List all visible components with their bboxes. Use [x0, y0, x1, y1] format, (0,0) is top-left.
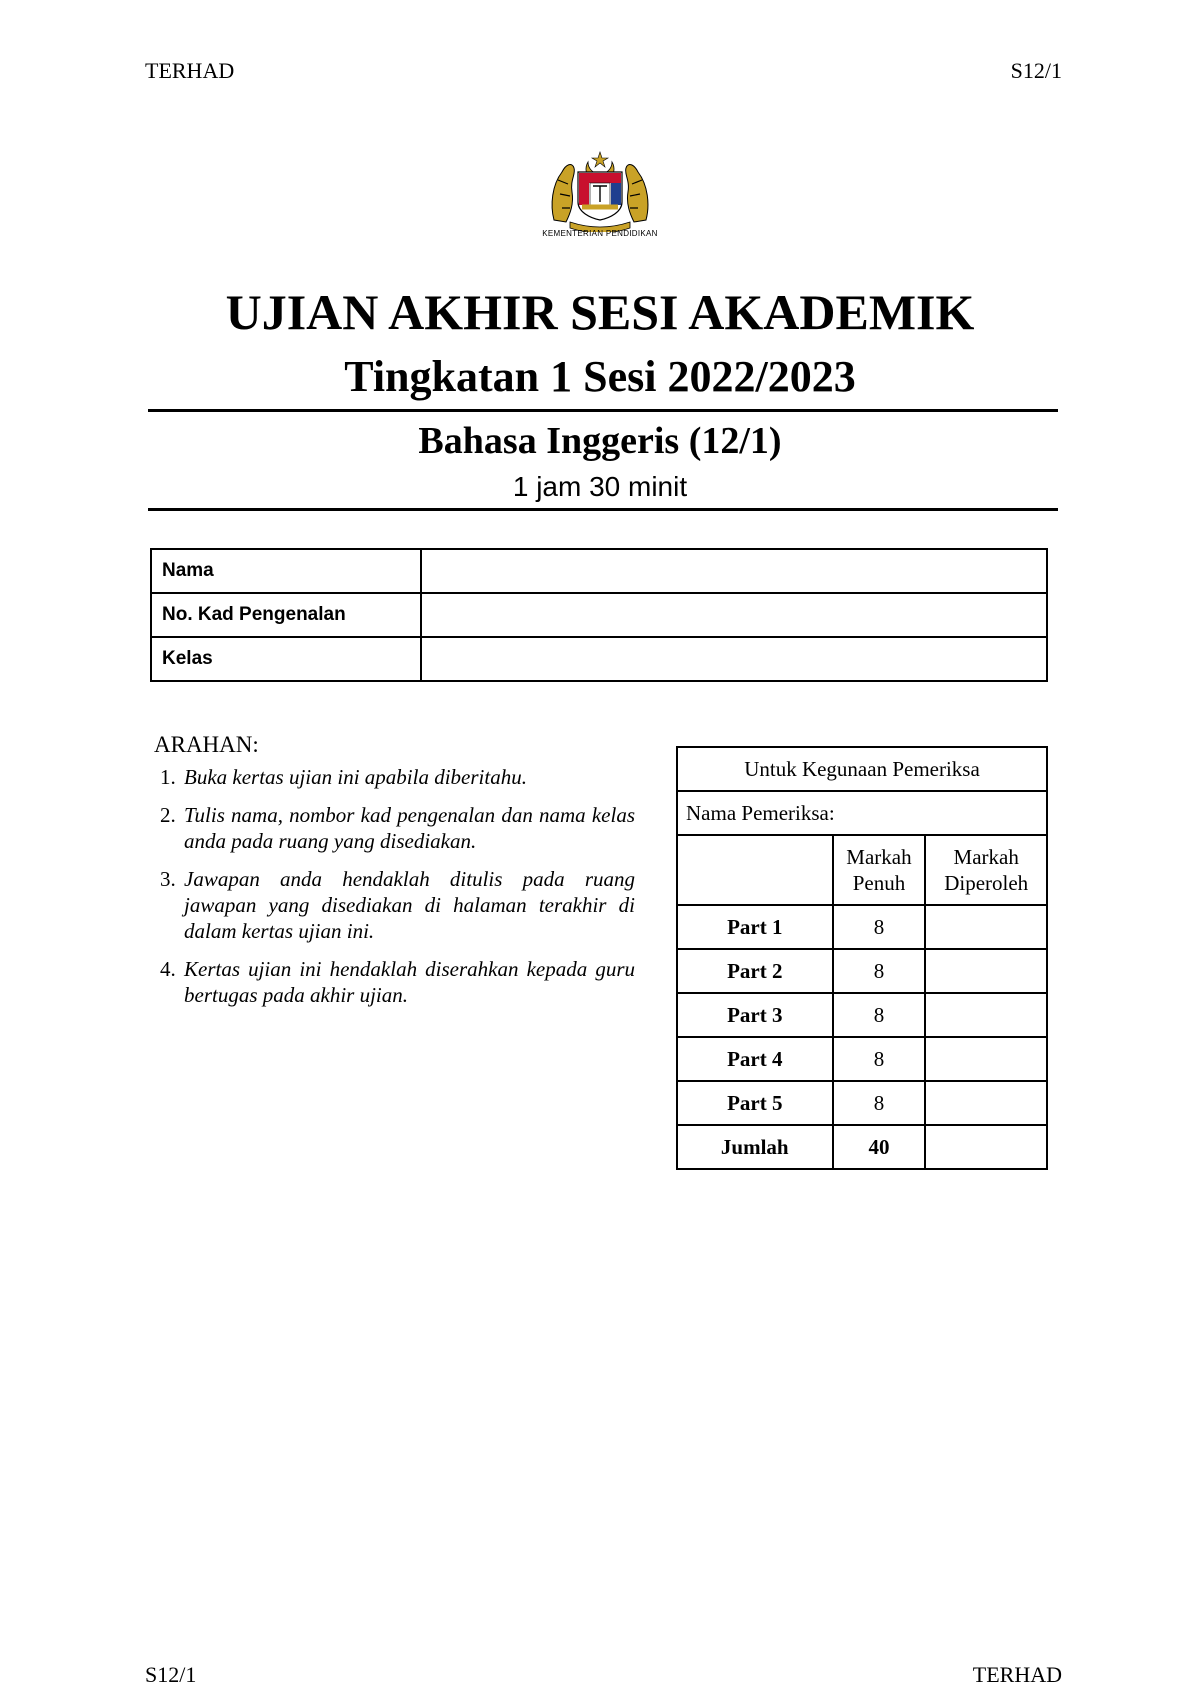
empty-header-cell	[677, 835, 833, 905]
part-label: Part 2	[677, 949, 833, 993]
full-mark: 8	[833, 905, 926, 949]
coat-of-arms-icon	[548, 150, 652, 232]
header-right-code: S12/1	[1010, 58, 1062, 83]
full-mark: 8	[833, 949, 926, 993]
item-text: Jawapan anda hendaklah ditulis pada ruang jawapan yang disediakan di halaman terakhir di dalam kertas ujian ini.	[184, 867, 635, 943]
table-row	[677, 747, 1047, 791]
part-label: Part 4	[677, 1037, 833, 1081]
table-row	[151, 593, 1047, 637]
field-label-nama: Nama	[151, 549, 421, 593]
table-row	[677, 1125, 1047, 1169]
full-mark: 8	[833, 1081, 926, 1125]
divider	[148, 409, 1058, 412]
col-header-line: Markah	[953, 845, 1019, 869]
obtained-mark-field[interactable]	[925, 993, 1047, 1037]
field-label-kelas: Kelas	[151, 637, 421, 681]
full-mark: 8	[833, 1037, 926, 1081]
item-text: Tulis nama, nombor kad pengenalan dan nama kelas anda pada ruang yang disediakan.	[184, 803, 635, 853]
table-row	[677, 835, 1047, 905]
table-row	[677, 905, 1047, 949]
total-full-mark: 40	[833, 1125, 926, 1169]
nama-field[interactable]	[421, 549, 1047, 593]
obtained-mark-field[interactable]	[925, 949, 1047, 993]
col-header-full-marks	[833, 835, 926, 905]
examiner-marks-table	[676, 746, 1048, 1170]
obtained-mark-field[interactable]	[925, 1037, 1047, 1081]
list-item	[160, 764, 635, 790]
table-row	[151, 637, 1047, 681]
table-row	[677, 1081, 1047, 1125]
obtained-mark-field[interactable]	[925, 1081, 1047, 1125]
obtained-mark-field[interactable]	[925, 905, 1047, 949]
list-item	[160, 956, 635, 1008]
divider	[148, 508, 1058, 511]
item-number: 2.	[160, 803, 176, 827]
item-number: 3.	[160, 867, 176, 891]
table-row	[677, 791, 1047, 835]
list-item	[160, 866, 635, 944]
full-mark: 8	[833, 993, 926, 1037]
examiner-table-title: Untuk Kegunaan Pemeriksa	[677, 747, 1047, 791]
table-row	[677, 993, 1047, 1037]
footer-right-label: TERHAD	[972, 1662, 1062, 1687]
instructions-heading: ARAHAN:	[154, 732, 259, 757]
exam-duration: 1 jam 30 minit	[512, 471, 688, 502]
item-number: 4.	[160, 957, 176, 981]
col-header-line: Diperoleh	[944, 871, 1029, 895]
page-subtitle: Tingkatan 1 Sesi 2022/2023	[344, 352, 856, 401]
examiner-name-field[interactable]: Nama Pemeriksa:	[677, 791, 1047, 835]
table-row	[677, 949, 1047, 993]
item-text: Kertas ujian ini hendaklah diserahkan kepada guru bertugas pada akhir ujian.	[184, 957, 635, 1007]
page-title: UJIAN AKHIR SESI AKADEMIK	[225, 284, 975, 340]
subject-title: Bahasa Inggeris (12/1)	[418, 420, 782, 462]
item-number: 1.	[160, 765, 176, 789]
part-label: Part 1	[677, 905, 833, 949]
instructions-list	[160, 764, 635, 1020]
col-header-line: Penuh	[852, 871, 906, 895]
ic-number-field[interactable]	[421, 593, 1047, 637]
candidate-info-table	[150, 548, 1048, 682]
list-item	[160, 802, 635, 854]
col-header-line: Markah	[846, 845, 912, 869]
part-label: Part 5	[677, 1081, 833, 1125]
table-row	[677, 1037, 1047, 1081]
crest-caption: KEMENTERIAN PENDIDIKAN	[542, 229, 658, 238]
field-label-ic: No. Kad Pengenalan	[151, 593, 421, 637]
total-obtained-field[interactable]	[925, 1125, 1047, 1169]
footer-left-code: S12/1	[145, 1662, 197, 1687]
header-left-label: TERHAD	[145, 58, 235, 83]
item-text: Buka kertas ujian ini apabila diberitahu.	[184, 765, 527, 789]
col-header-obtained-marks	[925, 835, 1047, 905]
total-label: Jumlah	[677, 1125, 833, 1169]
table-row	[151, 549, 1047, 593]
kelas-field[interactable]	[421, 637, 1047, 681]
part-label: Part 3	[677, 993, 833, 1037]
